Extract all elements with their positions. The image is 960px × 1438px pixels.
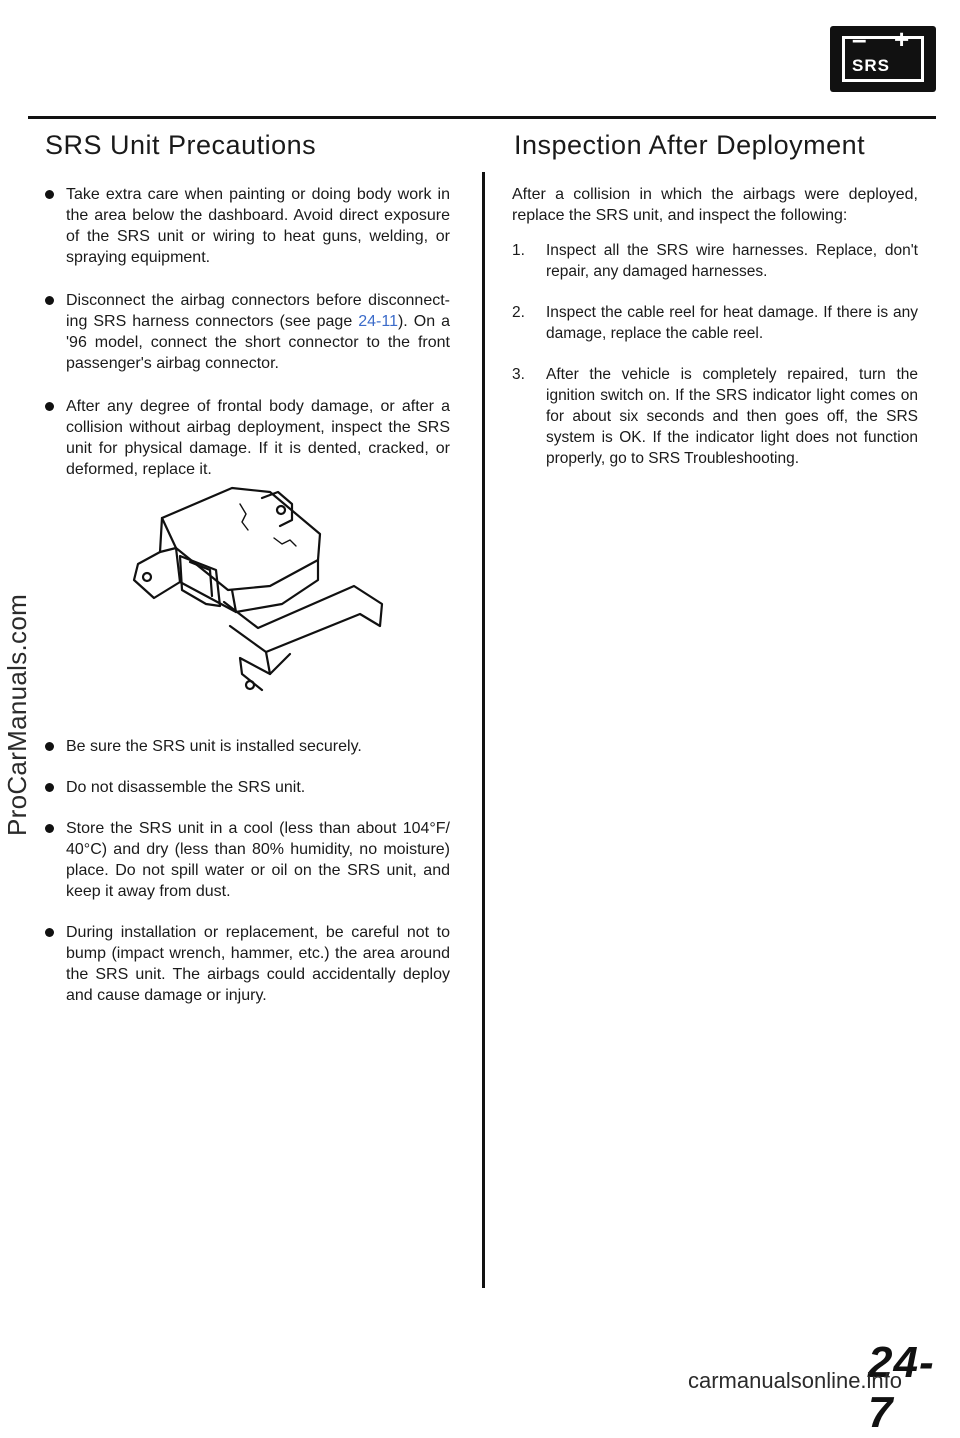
bullet-text: After any degree of frontal body damage, or after a collision without airbag deployment, inspect the SRS unit for physical damage. If it is dented, cracked, or deformed, replace it. <box>66 398 450 478</box>
srs-battery-icon <box>830 26 936 92</box>
step-number: 2. <box>512 304 525 321</box>
list-item <box>44 396 450 480</box>
top-rule <box>28 116 936 119</box>
inspection-steps <box>512 240 918 489</box>
step-text: Inspect all the SRS wire harnesses. Replace, don't repair, any damaged harnesses. <box>546 242 918 280</box>
precautions-list-bottom <box>44 736 450 1026</box>
watermark-procarmanuals: ProCarManuals.com <box>2 593 32 836</box>
list-item <box>44 290 450 374</box>
list-item: Store the SRS unit in a cool (less than about 104°F/ 40°C) and dry (less than 80% humidity, no moisture) place. Do not spill water or oil on the SRS unit, and keep it away from dust. <box>44 818 450 902</box>
left-heading: SRS Unit Precautions <box>45 130 317 160</box>
page-link-24-11[interactable]: 24-11 <box>358 313 398 330</box>
bullet-text: ). On a '96 model, connect the short connector to the front passenger's airbag connector. <box>66 313 451 372</box>
list-item <box>512 240 918 282</box>
page-number: 24-7 <box>868 1338 935 1437</box>
step-number: 1. <box>512 242 525 259</box>
badge-minus: – <box>852 24 867 54</box>
step-text: After the vehicle is completely repaired, turn the ignition switch on. If the SRS indicator light comes on for about six seconds and then goes off, the SRS system is OK. If the indicator light does not function properly, go to SRS Troubleshooting. <box>546 366 918 467</box>
list-item <box>44 184 450 268</box>
step-number: 3. <box>512 366 525 383</box>
list-item: Do not disassemble the SRS unit. <box>44 777 450 798</box>
badge-label: SRS <box>852 56 890 75</box>
watermark-carmanualsonline: carmanualsonline.info <box>688 1368 903 1393</box>
inspection-intro: After a collision in which the airbags were deployed, replace the SRS unit, and inspect the following: <box>512 186 918 224</box>
list-item <box>512 302 918 344</box>
bullet-text: Take extra care when painting or doing body work in the area below the dashboard. Avoid direct exposure of the SRS unit or wiring to heat guns, welding, or spraying equipment. <box>66 186 450 266</box>
column-divider <box>482 172 485 1288</box>
list-item: Be sure the SRS unit is installed securely. <box>44 736 450 757</box>
list-item <box>512 364 918 469</box>
badge-plus: + <box>894 24 910 54</box>
precautions-list-top <box>44 184 450 502</box>
step-text: Inspect the cable reel for heat damage. If there is any damage, replace the cable reel. <box>546 304 918 342</box>
list-item: During installation or replacement, be careful not to bump (impact wrench, hammer, etc.) the area around the SRS unit. The airbags could accidentally deploy and cause damage or injury. <box>44 922 450 1006</box>
srs-unit-illustration <box>120 478 390 714</box>
bullet-text: Disconnect the airbag connectors before disconnect-ing SRS harness connectors (see page <box>66 292 450 330</box>
right-heading: Inspection After Deployment <box>514 130 866 160</box>
